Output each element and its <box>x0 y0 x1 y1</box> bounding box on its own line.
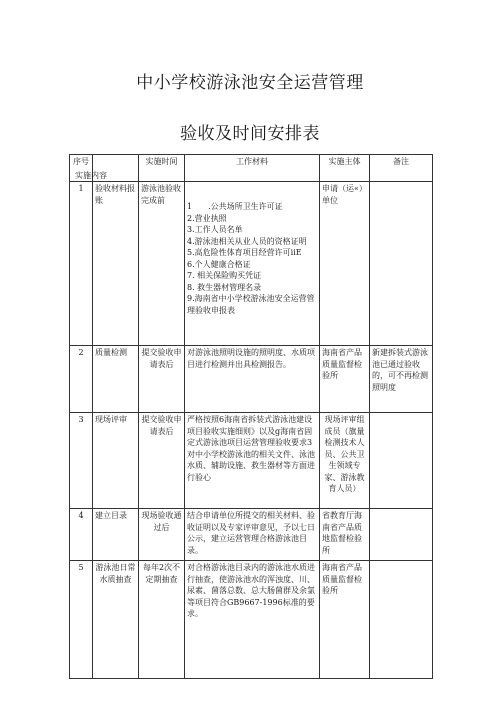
material-item: 8. 救生器材管理名录 <box>187 282 262 292</box>
row-remarks <box>370 561 433 679</box>
table-row <box>70 509 433 561</box>
header-no: 序号 <box>73 157 89 166</box>
table-row <box>70 346 433 413</box>
header-subject: 实施主体 <box>320 155 370 182</box>
row-no: 4 <box>70 509 93 561</box>
row-materials-list <box>185 182 320 346</box>
document-subtitle: 验收及时间安排表 <box>180 124 320 144</box>
table-row <box>70 182 433 346</box>
header-cell-no <box>70 155 107 182</box>
row-no: 1 <box>70 182 93 346</box>
row-time: 游泳池验收完成前 <box>139 182 185 346</box>
material-item: 5.高危险性体育项目经营许可iiE <box>187 248 302 257</box>
row-remarks <box>370 413 433 509</box>
row-remarks: 新建拆装式游泳池已通过验收的，可不再检测照明度 <box>370 346 433 413</box>
row-subject: 海南省产品质量监督检验所 <box>320 561 370 679</box>
row-remarks <box>370 509 433 561</box>
row-no: 2 <box>70 346 93 413</box>
row-subject: 海南省产品质量监督检验所 <box>320 346 370 413</box>
material-item: 4.游泳池相关从业人员的资格证明 <box>187 236 307 246</box>
header-category: 实施内容 <box>75 171 107 180</box>
row-time: 提交验收申请表后 <box>139 346 185 413</box>
row-materials: 结合申请单位所提交的相关材料、验收证明以及专家评审意见，予以七日公示，建立运营管理合格游泳池目录。 <box>185 509 320 561</box>
material-item: 9.海南省中小学校游泳池安全运营管理验收申报表 <box>187 294 315 315</box>
row-category: 验收材料报账 <box>93 182 139 346</box>
acceptance-schedule-table <box>69 154 433 679</box>
row-category: 现场评审 <box>93 413 139 509</box>
material-item: 2.营业执照 <box>187 213 227 223</box>
row-subject: 申请（运«）单位 <box>320 182 370 346</box>
row-category: 质量检测 <box>93 346 139 413</box>
row-materials: 对游泳池照明设施的照明度、水质项目进行检测并出具检测报告。 <box>185 346 320 413</box>
row-time: 每年2次不定期抽查 <box>139 561 185 679</box>
material-item: 6.个人健康合格证 <box>187 259 251 269</box>
row-category: 游泳池日常水质抽查 <box>93 561 139 679</box>
header-materials: 工作材料 <box>185 155 320 182</box>
material-item: 7. 相关保险购买凭证 <box>187 271 262 280</box>
row-materials: 对合格游泳池目录内的游泳池水质进行抽查，使游泳池水的浑浊度、川、尿素、菌落总数、总大肠菌群及余氯等项目符合GB9667-1996标准的要求。 <box>185 561 320 679</box>
row-no: 3 <box>70 413 93 509</box>
row-subject: 省教育厅海南省产品质地监督检验所 <box>320 509 370 561</box>
material-item: 3.工作人员名单 <box>187 225 243 234</box>
row-category: 建立目录 <box>93 509 139 561</box>
row-time: 现场验收通过后 <box>139 509 185 561</box>
header-time: 实施时间 <box>139 155 185 182</box>
row-time: 提交验收申请表后 <box>139 413 185 509</box>
document-title: 中小学校游泳池安全运营管理 <box>136 73 364 93</box>
table-row <box>70 413 433 509</box>
row-materials: 严格按照6海南省拆装式游泳池建设项目验收实施细则》以及g海南省固定式游泳池项目运营管理验收要求3对中小学校游泳池的相关文件、泳池水质、辅助设施、救生器材等方面进行验心 <box>185 413 320 509</box>
table-row <box>70 561 433 679</box>
row-subject: 现场评审组成员（旗量检测技术人员、公共卫生领域专家、游泳教育人员） <box>320 413 370 509</box>
row-no: 5 <box>70 561 93 679</box>
table-header-row <box>70 155 433 182</box>
row-remarks <box>370 182 433 346</box>
header-remarks: 备注 <box>370 155 433 182</box>
material-item: 1 .公共场所卫生许可证 <box>187 202 283 211</box>
